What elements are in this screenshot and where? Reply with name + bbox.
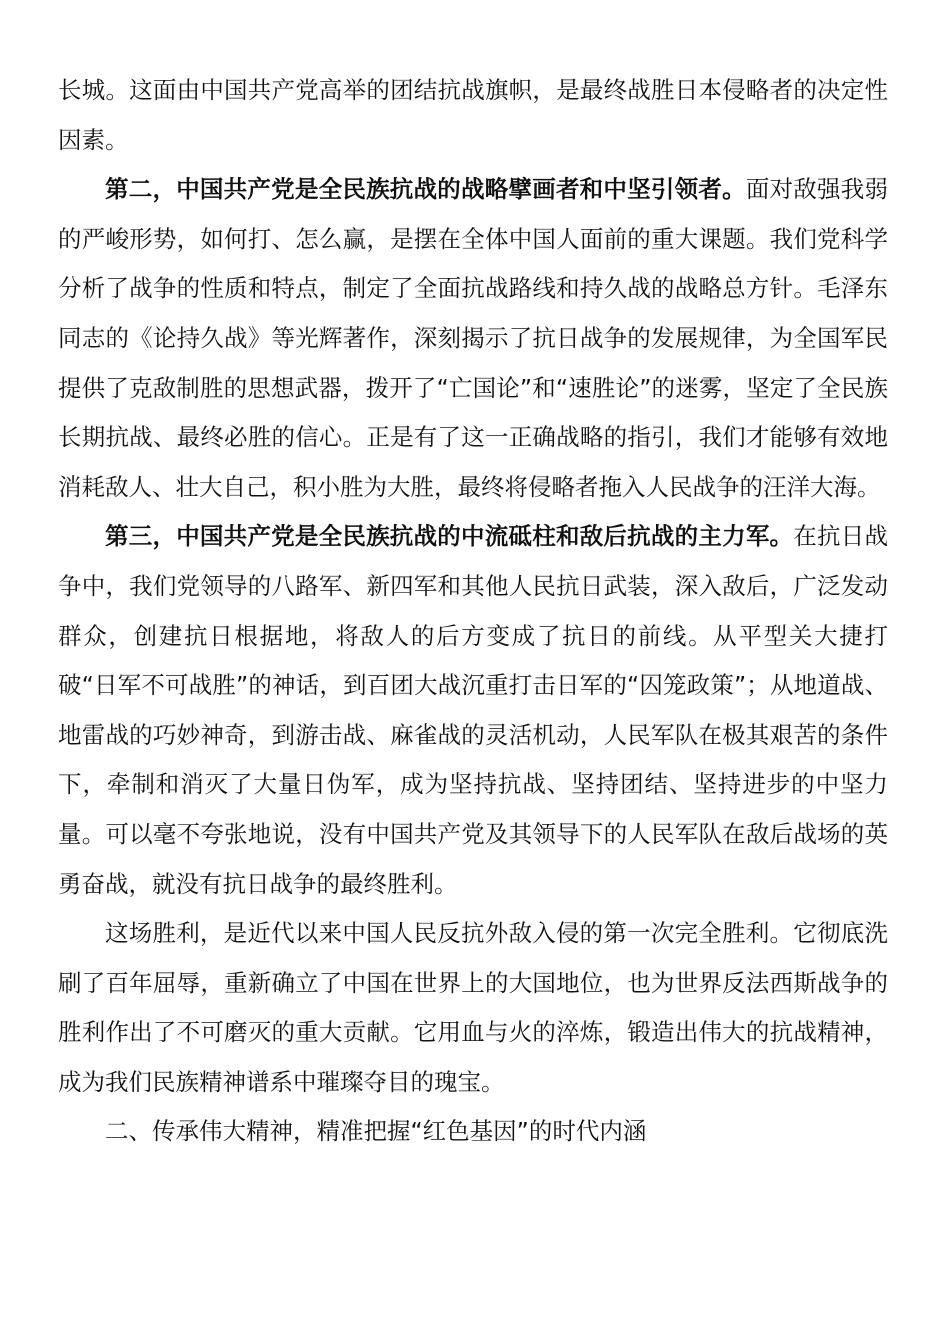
paragraph-lead-bold: 第二，中国共产党是全民族抗战的战略擘画者和中坚引领者。 [105, 175, 746, 204]
paragraph-point-two [58, 165, 888, 512]
paragraph-continuation [58, 66, 888, 165]
section-heading [58, 1107, 888, 1157]
paragraph-victory [58, 909, 888, 1107]
paragraph-text: 在抗日战争中，我们党领导的八路军、新四军和其他人民抗日武装，深入敌后，广泛发动群众，创建抗日根据地，将敌人的后方变成了抗日的前线。从平型关大捷打破“日军不可战胜”的神话，到百团大战沉重打击日军的“囚笼政策”；从地道战、地雷战的巧妙神奇，到游击战、麻雀战的灵活机动，人民军队在极其艰苦的条件下，牵制和消灭了大量日伪军，成为坚持抗战、坚持团结、坚持进步的中坚力量。可以毫不夸张地说，没有中国共产党及其领导下的人民军队在敌后战场的英勇奋战，就没有抗日战争的最终胜利。 [58, 522, 888, 898]
paragraph-text: 这场胜利，是近代以来中国人民反抗外敌入侵的第一次完全胜利。它彻底洗刷了百年屈辱，重新确立了中国在世界上的大国地位，也为世界反法西斯战争的胜利作出了不可磨灭的重大贡献。它用血与火的淬炼，锻造出伟大的抗战精神，成为我们民族精神谱系中璀璨夺目的瑰宝。 [58, 919, 888, 1096]
paragraph-point-three [58, 512, 888, 909]
section-heading-text: 二、传承伟大精神，精准把握“红色基因”的时代内涵 [105, 1117, 647, 1146]
paragraph-text: 面对敌强我弱的严峻形势，如何打、怎么赢，是摆在全体中国人面前的重大课题。我们党科学分析了战争的性质和特点，制定了全面抗战路线和持久战的战略总方针。毛泽东同志的《论持久战》等光辉著作，深刻揭示了抗日战争的发展规律，为全国军民提供了克敌制胜的思想武器，拨开了“亡国论”和“速胜论”的迷雾，坚定了全民族长期抗战、最终必胜的信心。正是有了这一正确战略的指引，我们才能够有效地消耗敌人、壮大自己，积小胜为大胜，最终将侵略者拖入人民战争的汪洋大海。 [58, 175, 888, 501]
paragraph-text: 长城。这面由中国共产党高举的团结抗战旗帜，是最终战胜日本侵略者的决定性因素。 [58, 76, 888, 154]
paragraph-lead-bold: 第三，中国共产党是全民族抗战的中流砥柱和敌后抗战的主力军。 [105, 522, 794, 551]
body-text [58, 66, 888, 1157]
